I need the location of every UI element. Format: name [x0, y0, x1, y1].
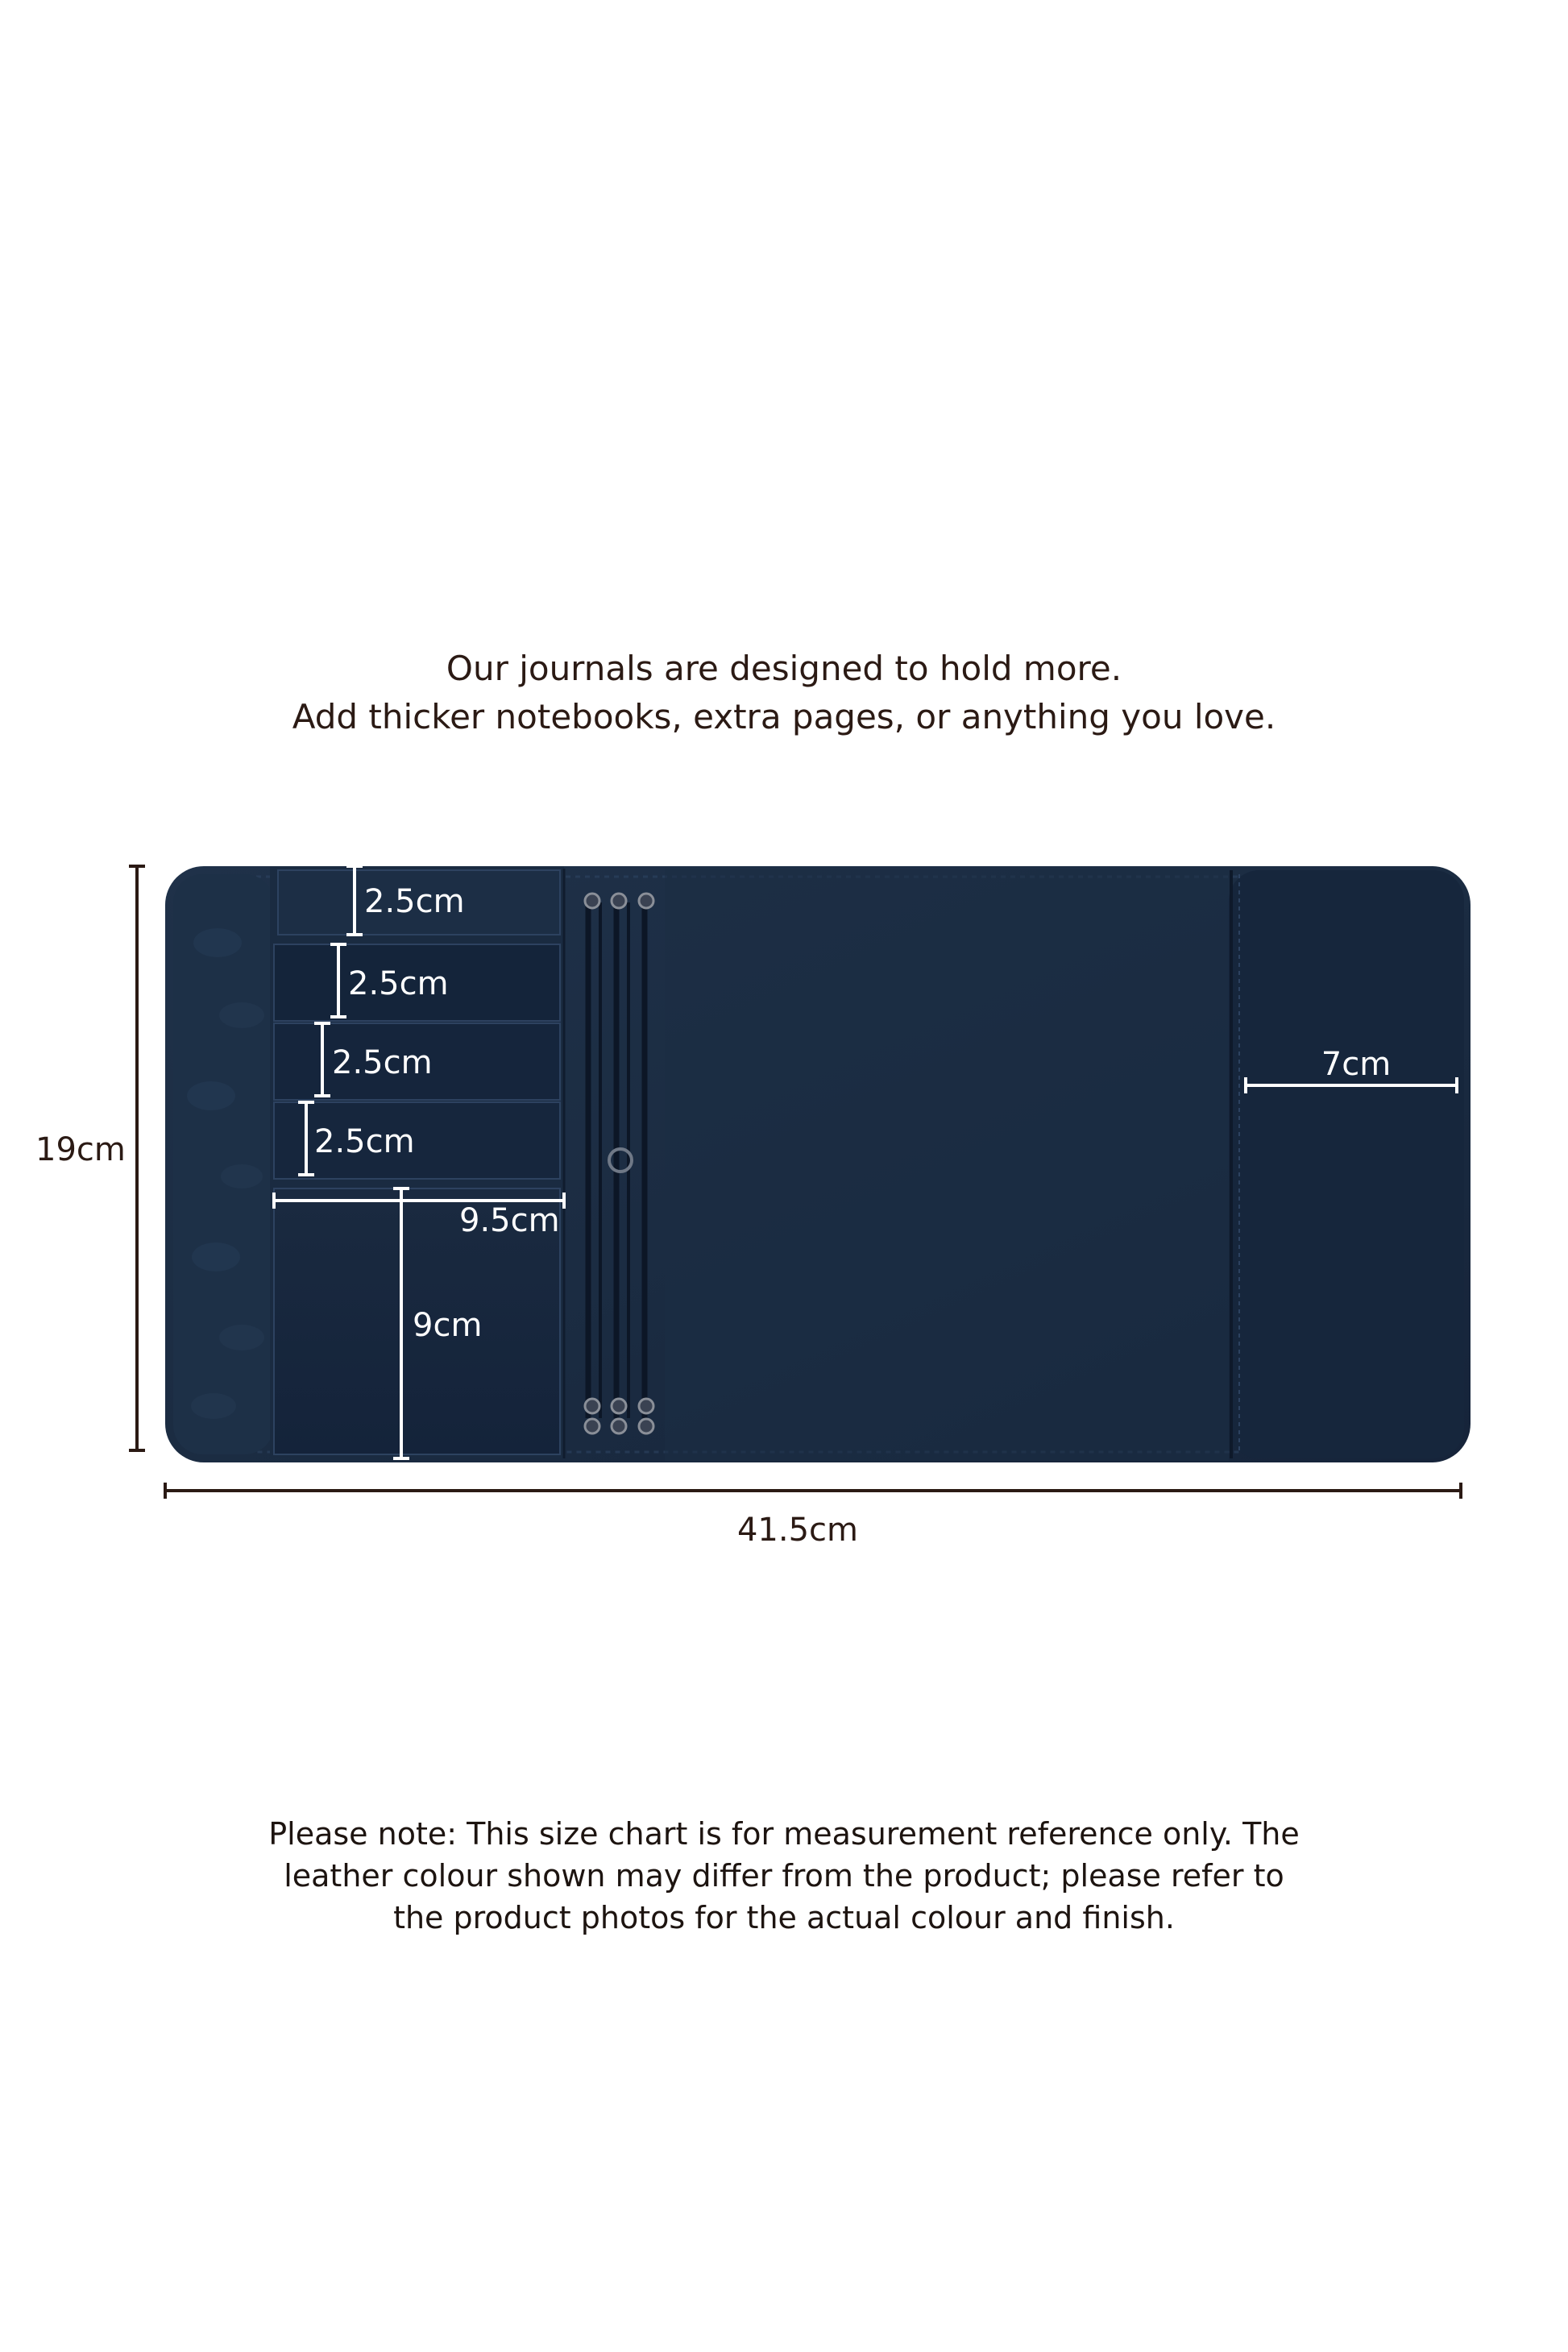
note-line-3: the product photos for the actual colour and finish. — [393, 1900, 1175, 1935]
card-slot-2-label: 2.5cm — [348, 965, 449, 1002]
card-slot-4-label: 2.5cm — [314, 1123, 415, 1160]
card-slot-3-label: 2.5cm — [332, 1044, 433, 1081]
left-textured-strip — [173, 874, 274, 1454]
left-pocket-panel — [270, 866, 564, 1458]
right-back-pocket — [1229, 870, 1464, 1458]
height-label: 19cm — [35, 1131, 126, 1168]
headline-line-2: Add thicker notebooks, extra pages, or anything you love. — [292, 697, 1276, 736]
height-measurement — [35, 866, 145, 1450]
pocket-width-label: 9.5cm — [459, 1202, 560, 1239]
note-line-1: Please note: This size chart is for measurement reference only. The — [268, 1816, 1300, 1852]
note-line-2: leather colour shown may differ from the product; please refer to — [284, 1858, 1284, 1894]
pocket-height-label: 9cm — [413, 1307, 483, 1344]
back-pocket-width-label: 7cm — [1321, 1046, 1392, 1083]
headline-line-1: Our journals are designed to hold more. — [446, 649, 1122, 688]
card-slot-1-label: 2.5cm — [364, 883, 465, 920]
main-panel — [665, 869, 1229, 1461]
width-measurement — [165, 1483, 1461, 1549]
width-label: 41.5cm — [736, 1512, 859, 1549]
disclaimer-note — [0, 1813, 1568, 1939]
